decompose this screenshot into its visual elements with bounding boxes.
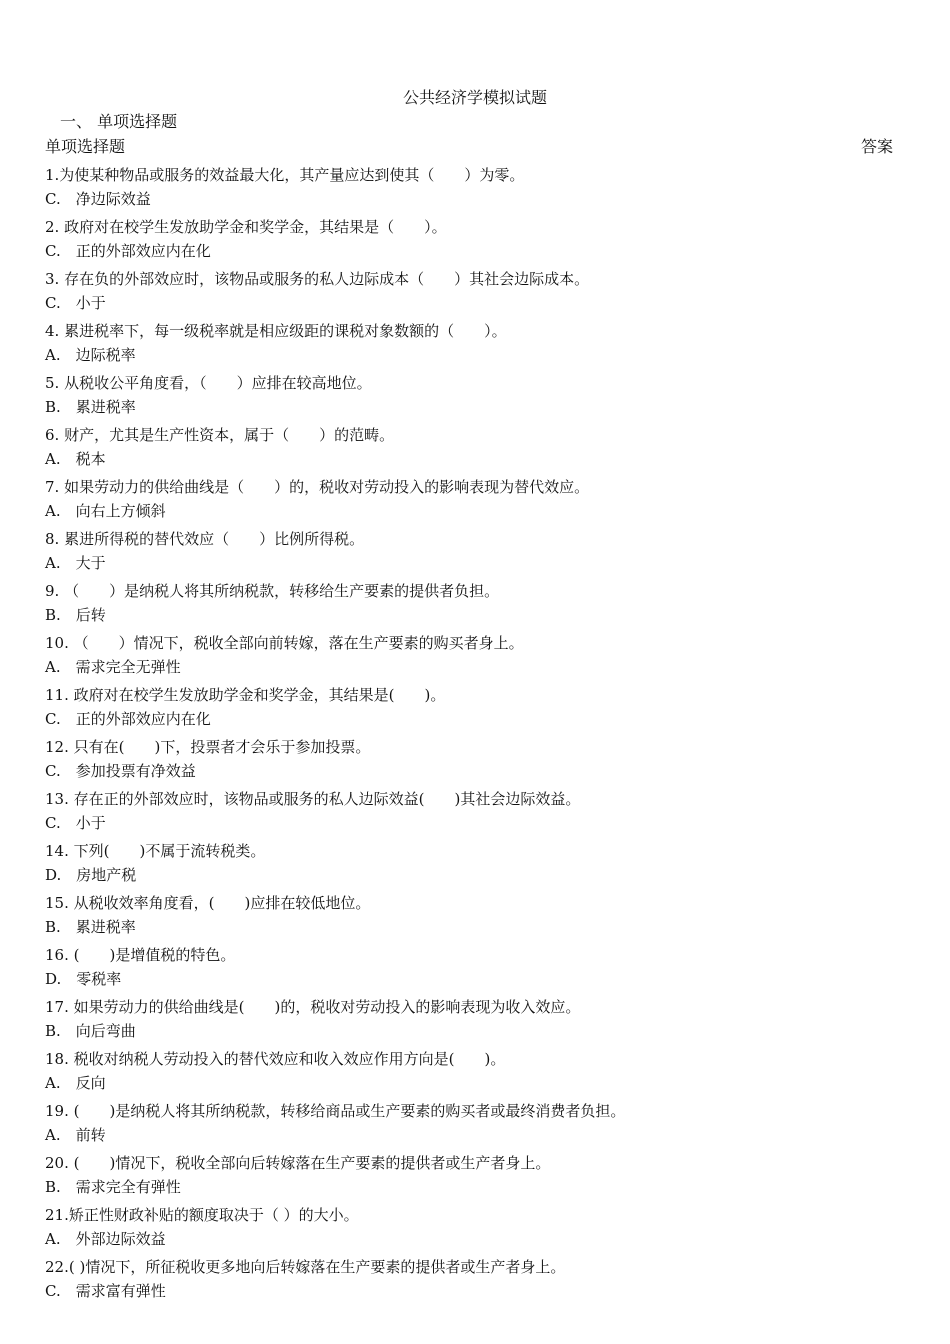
question-text: 11. 政府对在校学生发放助学金和奖学金，其结果是( )。 [45, 686, 446, 704]
question-item [45, 1099, 905, 1151]
answer-text: A. 外部边际效益 [45, 1230, 166, 1248]
answer-text: B. 后转 [45, 606, 106, 624]
question-text: 20. ( )情况下，税收全部向后转嫁落在生产要素的提供者或生产者身上。 [45, 1154, 551, 1172]
question-item [45, 371, 905, 423]
question-item [45, 1151, 905, 1203]
answer-text: D. 房地产税 [45, 866, 137, 884]
question-item [45, 787, 905, 839]
question-item [45, 891, 905, 943]
question-text: 16. ( )是增值税的特色。 [45, 946, 236, 964]
question-text: 3. 存在负的外部效应时，该物品或服务的私人边际成本（ ）其社会边际成本。 [45, 270, 590, 288]
column-header-question: 单项选择题 [45, 137, 126, 156]
question-item [45, 163, 905, 215]
answer-text: D. 零税率 [45, 970, 122, 988]
question-item [45, 579, 905, 631]
question-item [45, 215, 905, 267]
answer-text: C. 正的外部效应内在化 [45, 242, 211, 260]
answer-text: A. 向右上方倾斜 [45, 502, 166, 520]
question-item [45, 319, 905, 371]
question-text: 21.矫正性财政补贴的额度取决于（ ）的大小。 [45, 1206, 359, 1224]
question-text: 17. 如果劳动力的供给曲线是( )的，税收对劳动投入的影响表现为收入效应。 [45, 998, 581, 1016]
question-text: 2. 政府对在校学生发放助学金和奖学金，其结果是（ ）。 [45, 218, 447, 236]
answer-text: A. 税本 [45, 450, 106, 468]
answer-text: B. 需求完全有弹性 [45, 1178, 181, 1196]
question-text: 12. 只有在( )下，投票者才会乐于参加投票。 [45, 738, 371, 756]
question-item [45, 631, 905, 683]
answer-text: C. 需求富有弹性 [45, 1282, 166, 1300]
answer-text: C. 正的外部效应内在化 [45, 710, 211, 728]
question-item [45, 1203, 905, 1255]
question-text: 14. 下列( )不属于流转税类。 [45, 842, 266, 860]
question-text: 8. 累进所得税的替代效应（ ）比例所得税。 [45, 530, 365, 548]
answer-text: A. 大于 [45, 554, 106, 572]
question-text: 5. 从税收公平角度看，（ ）应排在较高地位。 [45, 374, 372, 392]
answer-text: B. 累进税率 [45, 918, 136, 936]
answer-text: C. 小于 [45, 294, 106, 312]
question-item [45, 267, 905, 319]
question-item [45, 839, 905, 891]
question-text: 9. （ ）是纳税人将其所纳税款，转移给生产要素的提供者负担。 [45, 582, 500, 600]
question-item [45, 527, 905, 579]
question-item [45, 683, 905, 735]
answer-text: B. 累进税率 [45, 398, 136, 416]
page-title: 公共经济学模拟试题 [402, 88, 547, 107]
column-header-row [45, 137, 893, 157]
answer-text: A. 边际税率 [45, 346, 136, 364]
question-text: 13. 存在正的外部效应时，该物品或服务的私人边际效益( )其社会边际效益。 [45, 790, 581, 808]
question-item [45, 943, 905, 995]
answer-text: C. 参加投票有净效益 [45, 762, 196, 780]
answer-text: C. 小于 [45, 814, 106, 832]
answer-text: A. 前转 [45, 1126, 106, 1144]
question-item [45, 1047, 905, 1099]
question-item [45, 995, 905, 1047]
answer-text: A. 需求完全无弹性 [45, 658, 181, 676]
answer-text: A. 反向 [45, 1074, 106, 1092]
question-text: 7. 如果劳动力的供给曲线是（ ）的，税收对劳动投入的影响表现为替代效应。 [45, 478, 590, 496]
answer-text: B. 向后弯曲 [45, 1022, 136, 1040]
question-item [45, 423, 905, 475]
question-text: 18. 税收对纳税人劳动投入的替代效应和收入效应作用方向是( )。 [45, 1050, 506, 1068]
answer-text: C. 净边际效益 [45, 190, 151, 208]
question-item [45, 475, 905, 527]
question-text: 10. （ ）情况下，税收全部向前转嫁，落在生产要素的购买者身上。 [45, 634, 524, 652]
question-text: 4. 累进税率下，每一级税率就是相应级距的课税对象数额的（ ）。 [45, 322, 507, 340]
column-header-answer: 答案 [860, 137, 893, 156]
question-item [45, 735, 905, 787]
question-text: 1.为使某种物品或服务的效益最大化，其产量应达到使其（ ）为零。 [45, 166, 525, 184]
question-list [45, 163, 905, 1307]
question-text: 15. 从税收效率角度看，( )应排在较低地位。 [45, 894, 371, 912]
question-text: 6. 财产，尤其是生产性资本，属于（ ）的范畴。 [45, 426, 395, 444]
question-text: 22.( )情况下，所征税收更多地向后转嫁落在生产要素的提供者或生产者身上。 [45, 1258, 566, 1276]
section-heading: 一、 单项选择题 [60, 112, 178, 131]
question-item [45, 1255, 905, 1307]
question-text: 19. ( )是纳税人将其所纳税款，转移给商品或生产要素的购买者或最终消费者负担。 [45, 1102, 626, 1120]
